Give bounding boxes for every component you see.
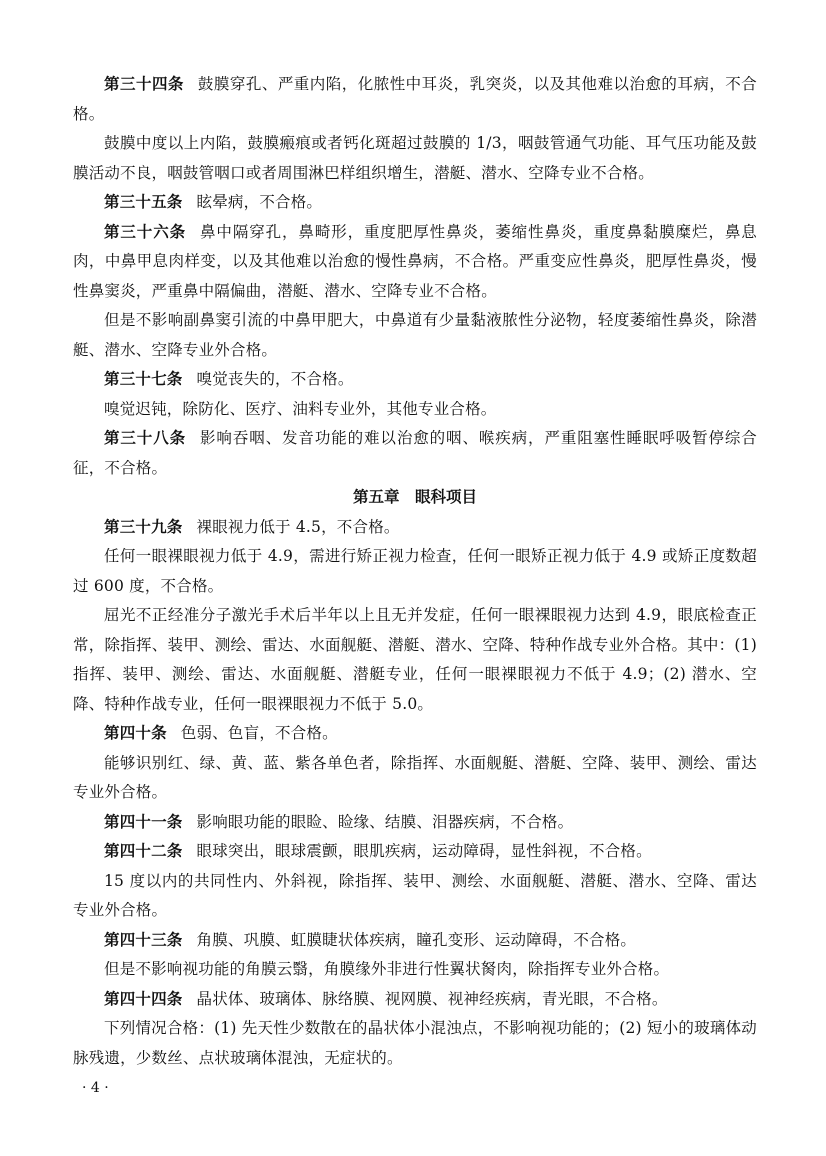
article-number: 第四十一条: [104, 812, 183, 831]
document-body: [73, 70, 757, 1073]
article-number: 第三十四条: [104, 75, 184, 93]
article-number: 第三十八条: [104, 429, 187, 447]
body-paragraph: 但是不影响视功能的角膜云翳，角膜缘外非进行性翼状胬肉，除指挥专业外合格。: [104, 960, 670, 978]
article-number: 第三十五条: [104, 193, 183, 211]
article-40: [73, 719, 757, 749]
body-paragraph: 任何一眼裸眼视力低于 4.9，需进行矫正视力检查，任何一眼矫正视力低于 4.9 或矫正度数超过 600 度，不合格。: [73, 547, 757, 595]
article-text: 眩晕病，不合格。: [196, 193, 323, 211]
article-number: 第三十六条: [104, 222, 187, 241]
body-paragraph: 15 度以内的共同性内、外斜视，除指挥、装甲、测绘、水面舰艇、潜艇、潜水、空降、雷达专业外合格。: [73, 871, 757, 919]
article-text: 影响吞咽、发音功能的难以治愈的咽、喉疾病，严重阻塞性睡眠呼吸暂停综合征，不合格。: [73, 429, 757, 477]
article-number: 第四十四条: [104, 989, 183, 1008]
article-text: 色弱、色盲，不合格。: [180, 724, 338, 742]
body-paragraph: 嗅觉迟钝，除防化、医疗、油料专业外，其他专业合格。: [104, 399, 497, 418]
article-35: [73, 188, 757, 218]
article-43: [73, 926, 757, 956]
article-text: 角膜、巩膜、虹膜睫状体疾病，瞳孔变形、运动障碍，不合格。: [196, 930, 637, 949]
body-paragraph: 下列情况合格：(1) 先天性少数散在的晶状体小混浊点，不影响视功能的；(2) 短小的玻璃体动脉残遗，少数丝、点状玻璃体混浊，无症状的。: [73, 1019, 757, 1067]
body-paragraph: 屈光不正经准分子激光手术后半年以上且无并发症，任何一眼裸眼视力达到 4.9，眼底检查正常，除指挥、装甲、测绘、雷达、水面舰艇、潜艇、潜水、空降、特种作战专业外合格。其中：(1) 指挥、装甲、测绘、雷达、水面舰艇、潜艇专业，任何一眼裸眼视力不低于 4.9；(2) 潜水、空降、特种作战专业，任何一眼裸眼视力不低于 5.0。: [73, 606, 757, 713]
article-39: [73, 513, 757, 543]
article-34: [73, 70, 757, 129]
article-41: [73, 808, 757, 838]
chapter-heading: 第五章 眼科项目: [352, 488, 477, 506]
article-37: [73, 365, 757, 395]
article-text: 嗅觉丧失的，不合格。: [196, 370, 354, 388]
body-paragraph: 但是不影响副鼻窦引流的中鼻甲肥大，中鼻道有少量黏液脓性分泌物，轻度萎缩性鼻炎，除潜艇、潜水、空降专业外合格。: [73, 311, 757, 359]
body-paragraph: 鼓膜中度以上内陷，鼓膜瘢痕或者钙化斑超过鼓膜的 1/3，咽鼓管通气功能、耳气压功能及鼓膜活动不良，咽鼓管咽口或者周围淋巴样组织增生，潜艇、潜水、空降专业不合格。: [73, 134, 757, 182]
article-number: 第四十条: [104, 724, 167, 742]
article-text: 眼球突出，眼球震颤，眼肌疾病，运动障碍，显性斜视，不合格。: [196, 842, 652, 860]
article-number: 第三十九条: [104, 517, 183, 536]
article-number: 第四十三条: [104, 930, 183, 949]
article-number: 第三十七条: [104, 370, 183, 388]
article-text: 鼻中隔穿孔，鼻畸形，重度肥厚性鼻炎，萎缩性鼻炎，重度鼻黏膜糜烂，鼻息肉，中鼻甲息肉样变，以及其他难以治愈的慢性鼻病，不合格。严重变应性鼻炎，肥厚性鼻炎，慢性鼻窦炎，严重鼻中隔偏曲，潜艇、潜水、空降专业不合格。: [73, 222, 757, 300]
article-42: [73, 837, 757, 867]
article-38: [73, 424, 757, 483]
article-text: 影响眼功能的眼睑、睑缘、结膜、泪器疾病，不合格。: [196, 812, 574, 831]
article-text: 鼓膜穿孔、严重内陷，化脓性中耳炎，乳突炎，以及其他难以治愈的耳病，不合格。: [73, 75, 757, 123]
body-paragraph: 能够识别红、绿、黄、蓝、紫各单色者，除指挥、水面舰艇、潜艇、空降、装甲、测绘、雷达专业外合格。: [73, 753, 757, 801]
article-number: 第四十二条: [104, 842, 183, 860]
article-text: 裸眼视力低于 4.5，不合格。: [196, 517, 400, 536]
article-36: [73, 218, 757, 307]
article-44: [73, 985, 757, 1015]
page-number: · 4 ·: [82, 1080, 109, 1096]
article-text: 晶状体、玻璃体、脉络膜、视网膜、视神经疾病，青光眼，不合格。: [196, 989, 668, 1008]
